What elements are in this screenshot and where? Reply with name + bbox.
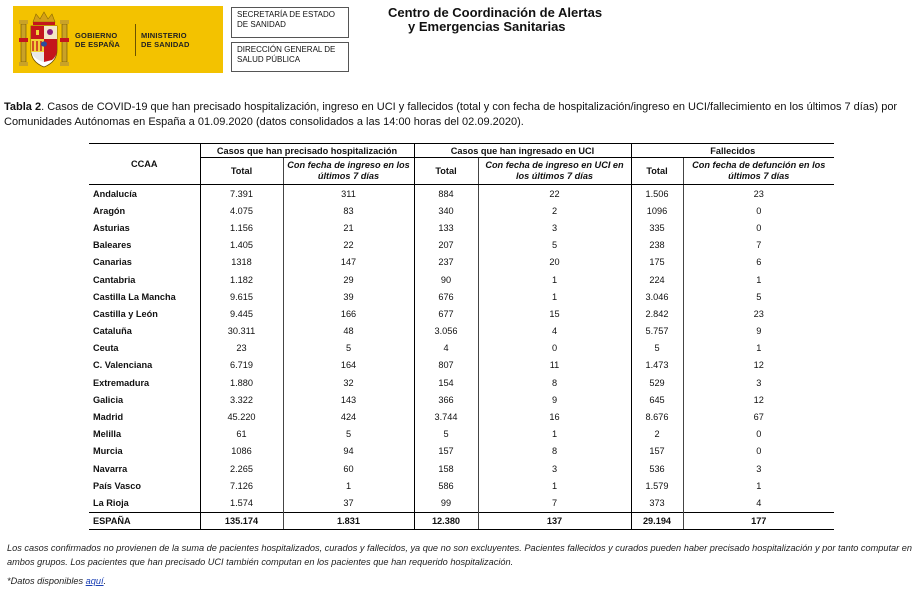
icu-total-cell: 154 [414,374,478,391]
deaths-total-cell: 1.506 [631,185,683,203]
total-icu-7d: 137 [478,512,631,529]
hosp-total-cell: 1.880 [200,374,283,391]
icu-7d-cell: 2 [478,202,631,219]
hosp-7d-cell: 21 [283,219,414,236]
caption-label: Tabla 2 [4,101,42,113]
hosp-7d-cell: 22 [283,237,414,254]
ccaa-name-cell: Navarra [93,463,128,474]
icu-total-cell: 207 [414,237,478,254]
deaths-7d-cell: 23 [683,305,834,322]
hosp-7d-cell: 48 [283,323,414,340]
deaths-total-cell: 529 [631,374,683,391]
deaths-total-cell: 1.473 [631,357,683,374]
deaths-7d-cell: 1 [683,477,834,494]
icu-total-cell: 4 [414,340,478,357]
table-row [89,202,834,219]
deaths-total-cell: 238 [631,237,683,254]
icu-total-cell: 340 [414,202,478,219]
ccaa-name-cell: Murcia [93,446,123,457]
table-row [89,443,834,460]
ccaa-name-cell: Galicia [93,394,124,405]
ccaa-name-cell: Canarias [93,257,132,268]
hosp-total-cell: 1.182 [200,271,283,288]
icu-total-cell: 884 [414,185,478,203]
ccaa-name-cell: Cataluña [93,326,132,337]
hosp-7d-cell: 37 [283,494,414,512]
group-header-deaths: Fallecidos [631,144,834,158]
ccaa-name-cell: C. Valenciana [93,360,153,371]
table-row [89,340,834,357]
ccaa-name-cell: La Rioja [93,497,129,508]
icu-total-cell: 586 [414,477,478,494]
directorate-box: DIRECCIÓN GENERAL DE SALUD PÚBLICA [231,42,349,72]
coat-of-arms-icon [19,10,69,70]
total-row [89,512,834,529]
hosp-7d-cell: 60 [283,460,414,477]
total-hosp-total: 135.174 [200,512,283,529]
table-row [89,288,834,305]
hosp-7d-cell: 39 [283,288,414,305]
group-header-icu: Casos que han ingresado en UCI [414,144,631,158]
table-row [89,254,834,271]
hosp-total-cell: 3.322 [200,391,283,408]
subheader-deaths-7d: Con fecha de defunción en los últimos 7 días [683,158,834,185]
hosp-total-cell: 7.391 [200,185,283,203]
deaths-total-cell: 3.046 [631,288,683,305]
deaths-total-cell: 2 [631,426,683,443]
hosp-total-cell: 45.220 [200,408,283,425]
table-row [89,185,834,203]
deaths-total-cell: 536 [631,460,683,477]
hosp-total-cell: 1086 [200,443,283,460]
ccaa-name-cell: Extremadura [93,377,150,388]
table-row [89,374,834,391]
hosp-total-cell: 9.445 [200,305,283,322]
table-row [89,408,834,425]
icu-total-cell: 158 [414,460,478,477]
table-row [89,305,834,322]
deaths-7d-cell: 9 [683,323,834,340]
deaths-total-cell: 8.676 [631,408,683,425]
hosp-total-cell: 6.719 [200,357,283,374]
table-row [89,323,834,340]
footnote-explanation: Los casos confirmados no provienen de la suma de pacientes hospitalizados, curados y fallecidos, ya que no son excluyentes. Pacientes fallecidos y curados pueden haber precisado hospitalización y por tanto computar en ambos grupos. Los pacientes que han precisado UCI también computan en los pacientes que han requerido hospitalización. [7,543,913,567]
table-row [89,391,834,408]
hospitalization-table [89,143,834,530]
icu-7d-cell: 22 [478,185,631,203]
icu-total-cell: 676 [414,288,478,305]
deaths-total-cell: 335 [631,219,683,236]
deaths-total-cell: 373 [631,494,683,512]
government-logo [13,6,223,73]
total-icu-total: 12.380 [414,512,478,529]
hosp-total-cell: 7.126 [200,477,283,494]
hosp-7d-cell: 5 [283,340,414,357]
hosp-7d-cell: 94 [283,443,414,460]
ccaa-name-cell: Asturias [93,222,130,233]
deaths-7d-cell: 3 [683,374,834,391]
icu-7d-cell: 1 [478,288,631,305]
deaths-total-cell: 157 [631,443,683,460]
icu-7d-cell: 4 [478,323,631,340]
icu-total-cell: 90 [414,271,478,288]
table-caption [4,100,914,130]
table-row [89,477,834,494]
hosp-7d-cell: 147 [283,254,414,271]
deaths-7d-cell: 4 [683,494,834,512]
total-hosp-7d: 1.831 [283,512,414,529]
icu-total-cell: 807 [414,357,478,374]
ccaa-name-cell: Cantabria [93,274,136,285]
deaths-7d-cell: 0 [683,443,834,460]
ccaa-name-cell: Castilla y León [93,308,158,319]
table-row [89,357,834,374]
hosp-7d-cell: 32 [283,374,414,391]
ccaa-name-cell: Andalucía [93,188,137,199]
icu-7d-cell: 8 [478,443,631,460]
hosp-total-cell: 9.615 [200,288,283,305]
deaths-7d-cell: 1 [683,340,834,357]
data-available-link[interactable]: aquí [85,576,104,586]
deaths-total-cell: 224 [631,271,683,288]
table-row [89,237,834,254]
table-row [89,219,834,236]
subheader-hosp-7d: Con fecha de ingreso en los últimos 7 días [283,158,414,185]
icu-7d-cell: 0 [478,340,631,357]
total-label: ESPAÑA [89,512,200,529]
ccaa-name-cell: País Vasco [93,480,142,491]
ccaa-name-cell: Baleares [93,240,132,251]
icu-7d-cell: 1 [478,477,631,494]
hosp-total-cell: 2.265 [200,460,283,477]
icu-total-cell: 5 [414,426,478,443]
subheader-icu-7d: Con fecha de ingreso en UCI en los últimos 7 días [478,158,631,185]
icu-7d-cell: 1 [478,426,631,443]
deaths-7d-cell: 3 [683,460,834,477]
subheader-hosp-total: Total [200,158,283,185]
hosp-7d-cell: 143 [283,391,414,408]
government-name: GOBIERNO DE ESPAÑA [75,30,121,49]
subheader-icu-total: Total [414,158,478,185]
hosp-total-cell: 4.075 [200,202,283,219]
footnote-data-available: *Datos disponibles aquí. [7,576,107,586]
total-deaths-total: 29.194 [631,512,683,529]
deaths-7d-cell: 0 [683,202,834,219]
hosp-total-cell: 1.156 [200,219,283,236]
icu-total-cell: 677 [414,305,478,322]
icu-total-cell: 3.744 [414,408,478,425]
deaths-7d-cell: 7 [683,237,834,254]
hosp-7d-cell: 5 [283,426,414,443]
icu-7d-cell: 20 [478,254,631,271]
table-row [89,271,834,288]
icu-7d-cell: 3 [478,219,631,236]
hosp-7d-cell: 311 [283,185,414,203]
icu-total-cell: 99 [414,494,478,512]
subheader-deaths-total: Total [631,158,683,185]
deaths-total-cell: 645 [631,391,683,408]
caption-text: . Casos de COVID-19 que han precisado hospitalización, ingreso en UCI y fallecidos (total y con fecha de hospitalización/ingreso en UCI/fallecimiento en los últimos 7 días) por Comunidades Autónomas en España a 01.09.2020 (datos consolidados a las 14:00 horas del 02.09.2020). [4,101,898,128]
deaths-7d-cell: 0 [683,219,834,236]
hosp-7d-cell: 83 [283,202,414,219]
deaths-total-cell: 5 [631,340,683,357]
ccaa-name-cell: Aragón [93,205,126,216]
hosp-7d-cell: 164 [283,357,414,374]
hosp-7d-cell: 424 [283,408,414,425]
ccaa-name-cell: Ceuta [93,343,119,354]
center-title: Centro de Coordinación de Alertas y Emergencias Sanitarias [388,5,603,34]
report-header [0,0,916,80]
ccaa-name-cell: Melilla [93,429,122,440]
deaths-7d-cell: 23 [683,185,834,203]
hosp-total-cell: 1.405 [200,237,283,254]
ccaa-name-cell: Castilla La Mancha [93,291,176,302]
deaths-7d-cell: 5 [683,288,834,305]
hosp-total-cell: 1318 [200,254,283,271]
icu-total-cell: 366 [414,391,478,408]
icu-total-cell: 133 [414,219,478,236]
deaths-7d-cell: 6 [683,254,834,271]
icu-total-cell: 237 [414,254,478,271]
table-row [89,460,834,477]
ccaa-name-cell: Madrid [93,412,124,423]
icu-7d-cell: 9 [478,391,631,408]
hosp-7d-cell: 1 [283,477,414,494]
ccaa-header: CCAA [89,144,200,185]
icu-total-cell: 3.056 [414,323,478,340]
deaths-7d-cell: 12 [683,391,834,408]
deaths-7d-cell: 12 [683,357,834,374]
table-row [89,426,834,443]
icu-7d-cell: 8 [478,374,631,391]
table-body [89,185,834,513]
deaths-total-cell: 175 [631,254,683,271]
total-deaths-7d: 177 [683,512,834,529]
logo-divider [135,24,136,56]
icu-7d-cell: 5 [478,237,631,254]
deaths-7d-cell: 67 [683,408,834,425]
group-header-hospitalization: Casos que han precisado hospitalización [200,144,414,158]
hosp-total-cell: 30.311 [200,323,283,340]
icu-7d-cell: 15 [478,305,631,322]
hosp-total-cell: 1.574 [200,494,283,512]
icu-7d-cell: 11 [478,357,631,374]
hosp-7d-cell: 166 [283,305,414,322]
hosp-total-cell: 23 [200,340,283,357]
deaths-total-cell: 2.842 [631,305,683,322]
table-row [89,494,834,512]
icu-7d-cell: 16 [478,408,631,425]
hosp-total-cell: 61 [200,426,283,443]
secretariat-box: SECRETARÍA DE ESTADO DE SANIDAD [231,7,349,38]
hosp-7d-cell: 29 [283,271,414,288]
deaths-total-cell: 1.579 [631,477,683,494]
deaths-7d-cell: 0 [683,426,834,443]
icu-7d-cell: 3 [478,460,631,477]
deaths-7d-cell: 1 [683,271,834,288]
icu-7d-cell: 1 [478,271,631,288]
icu-total-cell: 157 [414,443,478,460]
icu-7d-cell: 7 [478,494,631,512]
deaths-total-cell: 1096 [631,202,683,219]
deaths-total-cell: 5.757 [631,323,683,340]
ministry-name: MINISTERIO DE SANIDAD [141,30,190,49]
